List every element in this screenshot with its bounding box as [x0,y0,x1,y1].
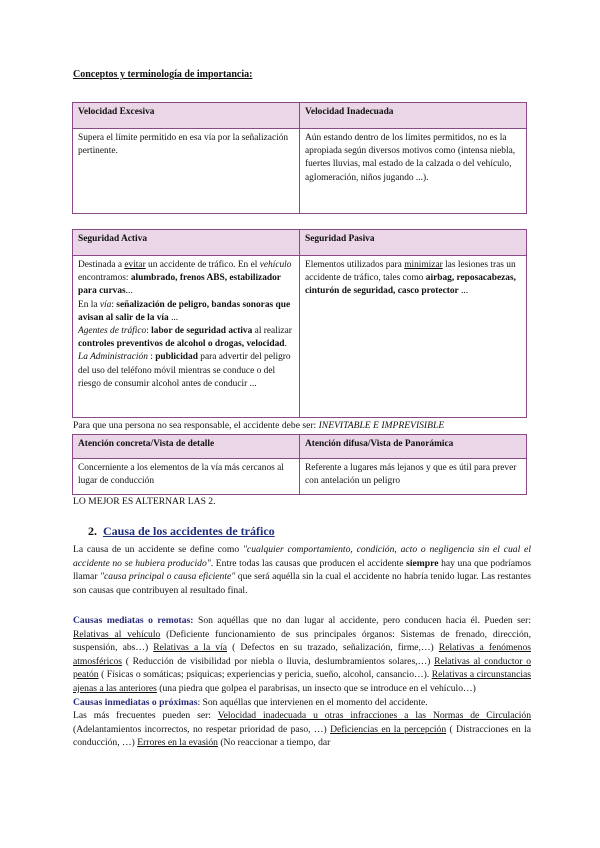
attention-diffuse-header: Atención difusa/Vista de Panorámica [300,435,527,459]
attention-concrete-header: Atención concreta/Vista de detalle [73,435,300,459]
speed-inadequate-text: Aún estando dentro de los límites permitidos, no es la apropiada según diversos motivos como (intensa niebla, fuertes lluvias, mal estado de la calzada o del vehículo, aglomeración, niños jugando ...). [300,129,527,214]
page-heading: Conceptos y terminología de importancia: [73,69,253,80]
section-title [88,524,275,539]
alternate-note: LO MEJOR ES ALTERNAR LAS 2. [73,496,216,507]
causes-paragraph: Causas mediatas o remotas: Son aquéllas que no dan lugar al accidente, pero conducen hacia él. Pueden ser: Relativas al vehículo (Deficiente funcionamiento de sus principales órganos: Sistemas de frenado, dirección, suspensión, abs…) Relativas a la vía ( Defectos en su trazado, señalización, firme,…) Relativas a fenómenos atmosféricos ( Reducción de visibilidad por niebla o lluvia, deslumbramientos solares,…) Relativas al conductor o peatón ( Físicas o somáticas; psíquicas; experiencias y pericia, sueño, alcohol, cansancio…). Relativas a circunstancias ajenas a las anteriores (una piedra que golpea el parabrisas, un insecto que se introduce en el vehículo…) Causas inmediatas o próximas: Son aquéllas que intervienen en el momento del accidente. Las más frecuentes pueden ser: Velocidad inadecuada u otras infracciones a las Normas de Circulación (Adelantamientos incorrectos, no respetar prioridad de paso, …) Deficiencias en la percepción ( Distracciones en la conducción, …) Errores en la evasión (No reaccionar a tiempo, dar [73,615,531,749]
immediate-causes-label: Causas inmediatas o próximas [73,696,198,708]
definition-paragraph: La causa de un accidente se define como "cualquier comportamiento, condición, acto o negligencia sin el cual el accidente no se hubiera producido". Entre todas las causas que producen el accidente siempre hay una que podríamos llamar "causa principal o causa eficiente" que será aquélla sin la cual el accidente no habría tenido lugar. Las restantes son causas que contribuyen al resultado final. [73,544,531,596]
passive-safety-header: Seguridad Pasiva [300,230,527,256]
speed-table [72,102,527,214]
attention-diffuse-text: Referente a lugares más lejanos y que es útil para prever con antelación un peligro [300,459,527,495]
attention-concrete-text: Concerniente a los elementos de la vía más cercanos al lugar de conducción [73,459,300,495]
attention-table [72,434,527,495]
section-title-label: Causa de los accidentes de tráfico [103,524,275,538]
speed-excessive-text: Supera el límite permitido en esa vía por la señalización pertinente. [73,129,300,214]
passive-safety-text: Elementos utilizados para minimizar las lesiones tras un accidente de tráfico, tales como airbag, reposacabezas, cinturón de seguridad, casco protector ... [300,256,527,418]
responsibility-note: Para que una persona no sea responsable, el accidente debe ser: INEVITABLE E IMPREVISIBLE [73,420,445,431]
active-safety-header: Seguridad Activa [73,230,300,256]
active-safety-text: Destinada a evitar un accidente de tráfico. En el vehículo encontramos: alumbrado, frenos ABS, estabilizador para curvas... En la vía: señalización de peligro, bandas sonoras que avisan al salir de la vía ... Agentes de tráfico: labor de seguridad activa al realizar controles preventivos de alcohol o drogas, velocidad. La Administración : publicidad para advertir del peligro del uso del teléfono móvil mientras se conduce o del riesgo de consumir alcohol antes de conducir ... [73,256,300,418]
mediate-causes-label: Causas mediatas o remotas: [73,615,194,626]
safety-table [72,229,527,418]
speed-excessive-header: Velocidad Excesiva [73,103,300,129]
section-number: 2. [88,524,97,538]
speed-inadequate-header: Velocidad Inadecuada [300,103,527,129]
